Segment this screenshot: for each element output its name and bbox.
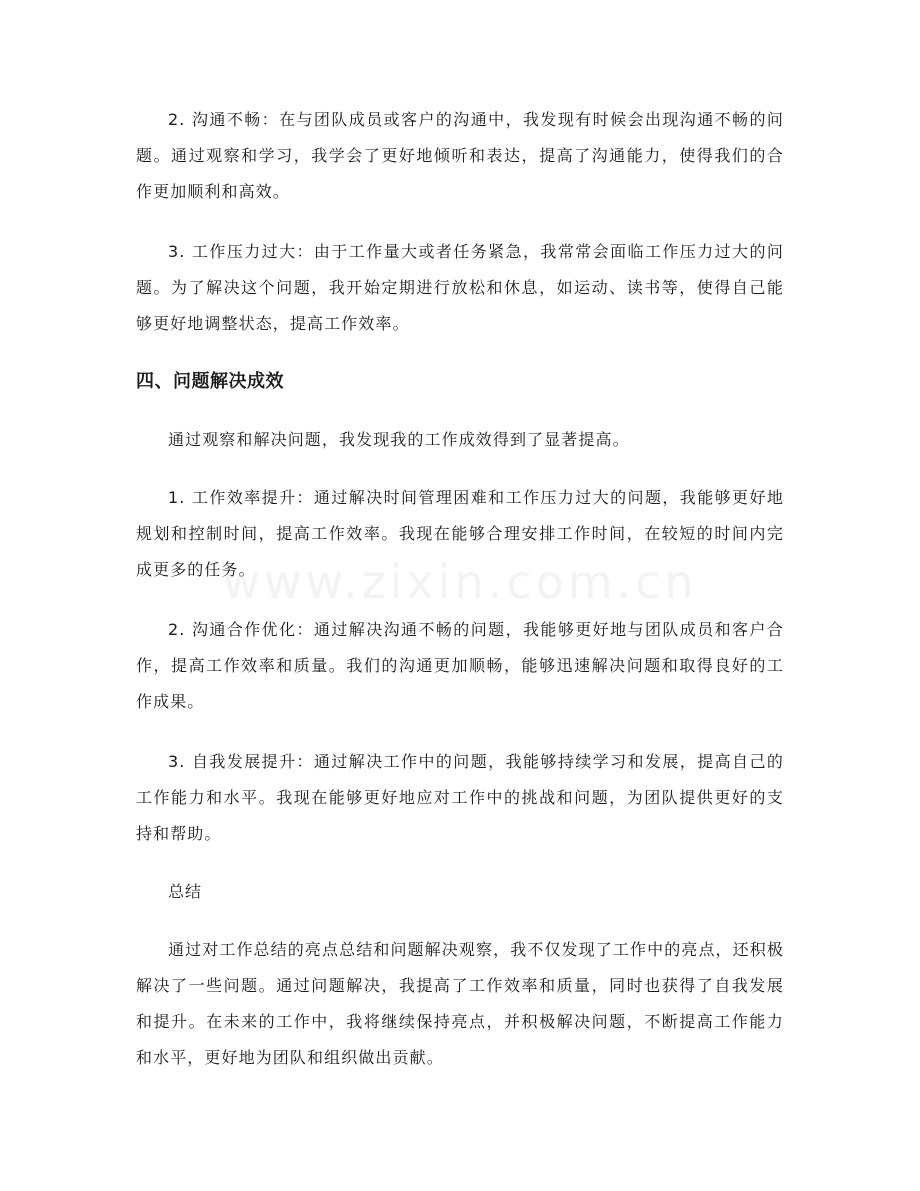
summary-label: 总结 [168, 882, 203, 901]
section-heading: 四、问题解决成效 [136, 371, 284, 392]
paragraph-communication-issue: 2. 沟通不畅：在与团队成员或客户的沟通中，我发现有时候会出现沟通不畅的问题。通过观察和学习，我学会了更好地倾听和表达，提高了沟通能力，使得我们的合作更加顺利和高效。 [136, 110, 784, 201]
document-body [136, 102, 784, 1100]
result-communication: 2. 沟通合作优化：通过解决沟通不畅的问题，我能够更好地与团队成员和客户合作，提高工作效率和质量。我们的沟通更加顺畅，能够迅速解决问题和取得良好的工作成果。 [136, 620, 784, 711]
section-intro: 通过观察和解决问题，我发现我的工作成效得到了显著提高。 [168, 430, 630, 449]
paragraph-work-pressure-issue: 3. 工作压力过大：由于工作量大或者任务紧急，我常常会面临工作压力过大的问题。为了解决这个问题，我开始定期进行放松和休息，如运动、读书等，使得自己能够更好地调整状态，提高工作效率。 [136, 242, 784, 333]
result-self-development: 3. 自我发展提升：通过解决工作中的问题，我能够持续学习和发展，提高自己的工作能力和水平。我现在能够更好地应对工作中的挑战和问题，为团队提供更好的支持和帮助。 [136, 752, 784, 843]
watermark-text: www.zixin.com.cn [222, 555, 698, 609]
result-efficiency: 1. 工作效率提升：通过解决时间管理困难和工作压力过大的问题，我能够更好地规划和控制时间，提高工作效率。我现在能够合理安排工作时间，在较短的时间内完成更多的任务。 [136, 488, 784, 579]
summary-paragraph: 通过对工作总结的亮点总结和问题解决观察，我不仅发现了工作中的亮点，还积极解决了一些问题。通过问题解决，我提高了工作效率和质量，同时也获得了自我发展和提升。在未来的工作中，我将继续保持亮点，并积极解决问题，不断提高工作能力和水平，更好地为团队和组织做出贡献。 [136, 940, 784, 1067]
